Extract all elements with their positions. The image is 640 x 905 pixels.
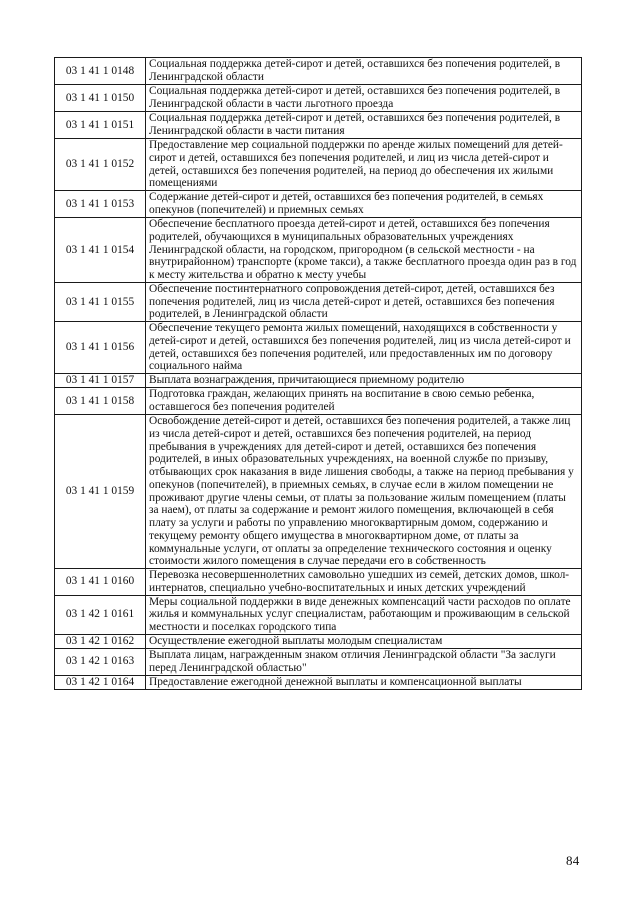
classification-code: 03 1 41 1 0160 — [55, 569, 146, 596]
table-row — [55, 139, 582, 191]
table-row — [55, 675, 582, 689]
page-number: 84 — [566, 853, 580, 868]
table-row — [55, 595, 582, 634]
classification-code: 03 1 41 1 0159 — [55, 415, 146, 569]
table-row — [55, 282, 582, 321]
classification-code: 03 1 41 1 0156 — [55, 322, 146, 374]
table-row — [55, 648, 582, 675]
code-description: Перевозка несовершеннолетних самовольно ушедших из семей, детских домов, школ-интернатов, специально учебно-воспитательных и иных детских учреждений — [146, 569, 582, 596]
code-description: Предоставление мер социальной поддержки по аренде жилых помещений для детей-сирот и детей, оставшихся без попечения родителей, и лиц из числа детей-сирот и детей, оставшихся без попечения родителей, на период до обеспечения их жилыми помещениями — [146, 139, 582, 191]
code-description: Подготовка граждан, желающих принять на воспитание в свою семью ребенка, оставшегося без попечения родителей — [146, 388, 582, 415]
code-description: Осуществление ежегодной выплаты молодым специалистам — [146, 634, 582, 648]
table-row — [55, 112, 582, 139]
classification-code: 03 1 41 1 0158 — [55, 388, 146, 415]
budget-codes-table — [54, 57, 582, 690]
classification-code: 03 1 41 1 0157 — [55, 374, 146, 388]
classification-code: 03 1 42 1 0162 — [55, 634, 146, 648]
code-description: Социальная поддержка детей-сирот и детей, оставшихся без попечения родителей, в Ленинградской области — [146, 58, 582, 85]
classification-code: 03 1 42 1 0163 — [55, 648, 146, 675]
code-description: Освобождение детей-сирот и детей, оставшихся без попечения родителей, а также лиц из числа детей-сирот и детей, оставшихся без попечения родителей, на период пребывания в учреждениях для детей-сирот и детей, оставшихся без попечения родителей, в иных образовательных учреждениях, на военной службе по призыву, отбывающих срок наказания в виде лишения свободы, а также на период пребывания у опекунов (попечителей), в приемных семьях, в случае если в жилом помещении не проживают другие члены семьи, от платы за пользование жилым помещением (платы за наем), от платы за содержание и ремонт жилого помещения, включающей в себя плату за услуги и работы по управлению многоквартирным домом, содержанию и текущему ремонту общего имущества в многоквартирном доме, от платы за коммунальные услуги, от оплаты за определение технического состояния и оценку стоимости жилого помещения в случае передачи его в собственность — [146, 415, 582, 569]
table-row — [55, 415, 582, 569]
code-description: Выплата вознаграждения, причитающиеся приемному родителю — [146, 374, 582, 388]
code-description: Содержание детей-сирот и детей, оставшихся без попечения родителей, в семьях опекунов (попечителей) и приемных семьях — [146, 191, 582, 218]
code-description: Выплата лицам, награжденным знаком отличия Ленинградской области "За заслуги перед Ленинградской областью" — [146, 648, 582, 675]
classification-code: 03 1 41 1 0154 — [55, 218, 146, 283]
table-row — [55, 374, 582, 388]
classification-code: 03 1 41 1 0152 — [55, 139, 146, 191]
classification-code: 03 1 41 1 0153 — [55, 191, 146, 218]
classification-code: 03 1 41 1 0155 — [55, 282, 146, 321]
table-row — [55, 85, 582, 112]
table-row — [55, 218, 582, 283]
code-description: Обеспечение постинтернатного сопровождения детей-сирот, детей, оставшихся без попечения родителей, лиц из числа детей-сирот и детей, оставшихся без попечения родителей, в Ленинградской области — [146, 282, 582, 321]
table-row — [55, 322, 582, 374]
code-description: Меры социальной поддержки в виде денежных компенсаций части расходов по оплате жилья и коммунальных услуг специалистам, работающим и проживающим в сельской местности и поселках городского типа — [146, 595, 582, 634]
table-row — [55, 634, 582, 648]
code-description: Обеспечение бесплатного проезда детей-сирот и детей, оставшихся без попечения родителей, обучающихся в муниципальных образовательных учреждениях Ленинградской области, на городском, пригородном (в сельской местности - на внутрирайонном) транспорте (кроме такси), а также бесплатного проезда один раз в год к месту жительства и обратно к месту учебы — [146, 218, 582, 283]
code-description: Социальная поддержка детей-сирот и детей, оставшихся без попечения родителей, в Ленинградской области в части питания — [146, 112, 582, 139]
classification-code: 03 1 41 1 0151 — [55, 112, 146, 139]
code-description: Обеспечение текущего ремонта жилых помещений, находящихся в собственности у детей-сирот и детей, оставшихся без попечения родителей, лиц из числа детей-сирот и детей, оставшихся без попечения родителей, или предоставленных им по договору социального найма — [146, 322, 582, 374]
table-row — [55, 191, 582, 218]
table-row — [55, 388, 582, 415]
table-row — [55, 58, 582, 85]
classification-code: 03 1 42 1 0161 — [55, 595, 146, 634]
table-row — [55, 569, 582, 596]
code-description: Социальная поддержка детей-сирот и детей, оставшихся без попечения родителей, в Ленинградской области в части льготного проезда — [146, 85, 582, 112]
classification-code: 03 1 41 1 0150 — [55, 85, 146, 112]
classification-code: 03 1 42 1 0164 — [55, 675, 146, 689]
classification-code: 03 1 41 1 0148 — [55, 58, 146, 85]
code-description: Предоставление ежегодной денежной выплаты и компенсационной выплаты — [146, 675, 582, 689]
